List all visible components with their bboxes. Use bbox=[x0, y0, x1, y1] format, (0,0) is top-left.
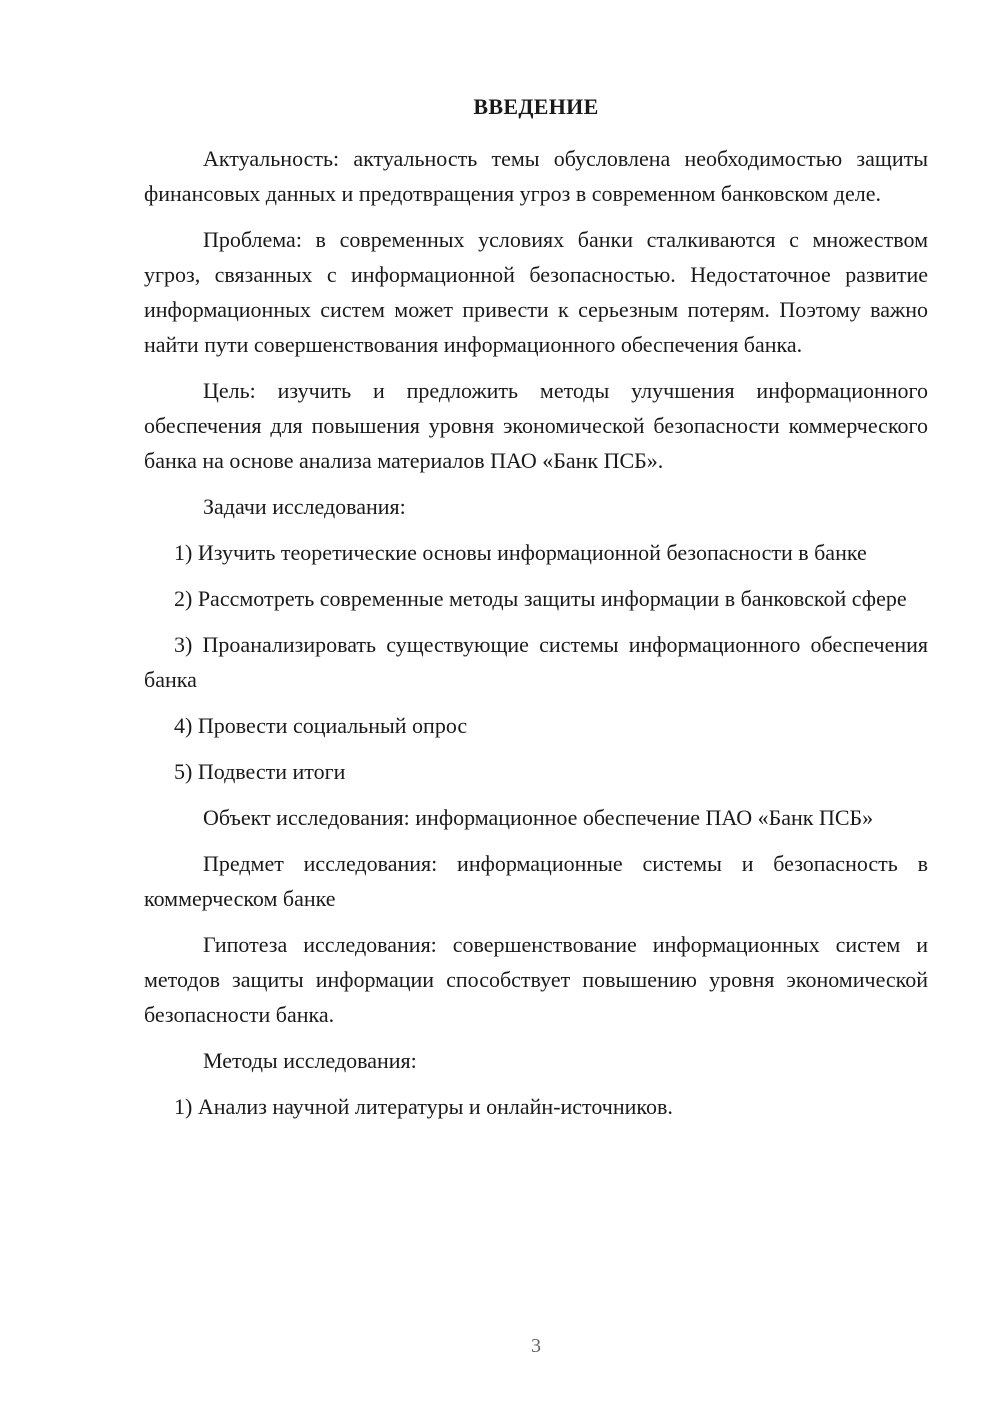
paragraph-hypothesis: Гипотеза исследования: совершенствование информационных систем и методов защиты информации способствует повышению уровня экономической безопасности банка. bbox=[144, 932, 928, 1027]
paragraph-subject: Предмет исследования: информационные системы и безопасность в коммерческом банке bbox=[144, 851, 928, 911]
task-item-5: 5) Подвести итоги bbox=[174, 759, 346, 784]
document-body bbox=[144, 141, 928, 1135]
page-number bbox=[72, 1335, 1000, 1358]
page-title bbox=[72, 94, 1000, 120]
task-item-4: 4) Провести социальный опрос bbox=[174, 713, 468, 738]
paragraph-object: Объект исследования: информационное обеспечение ПАО «Банк ПСБ» bbox=[203, 805, 874, 830]
methods-heading: Методы исследования: bbox=[203, 1048, 417, 1073]
method-item-1: 1) Анализ научной литературы и онлайн-источников. bbox=[174, 1094, 673, 1119]
tasks-heading: Задачи исследования: bbox=[203, 494, 406, 519]
task-item-3: 3) Проанализировать существующие системы информационного обеспечения банка bbox=[144, 632, 928, 692]
paragraph-relevance: Актуальность: актуальность темы обусловлена необходимостью защиты финансовых данных и предотвращения угроз в современном банковском деле. bbox=[144, 146, 928, 206]
page-number-text: 3 bbox=[531, 1335, 541, 1357]
task-item-1: 1) Изучить теоретические основы информационной безопасности в банке bbox=[174, 540, 867, 565]
title-text: ВВЕДЕНИЕ bbox=[473, 94, 599, 119]
task-item-2: 2) Рассмотреть современные методы защиты информации в банковской сфере bbox=[174, 586, 907, 611]
paragraph-problem: Проблема: в современных условиях банки сталкиваются с множеством угроз, связанных с информационной безопасностью. Недостаточное развитие информационных систем может привести к серьезным потерям. Поэтому важно найти пути совершенствования информационного обеспечения банка. bbox=[144, 227, 928, 357]
paragraph-goal: Цель: изучить и предложить методы улучшения информационного обеспечения для повышения уровня экономической безопасности коммерческого банка на основе анализа материалов ПАО «Банк ПСБ». bbox=[144, 378, 928, 473]
